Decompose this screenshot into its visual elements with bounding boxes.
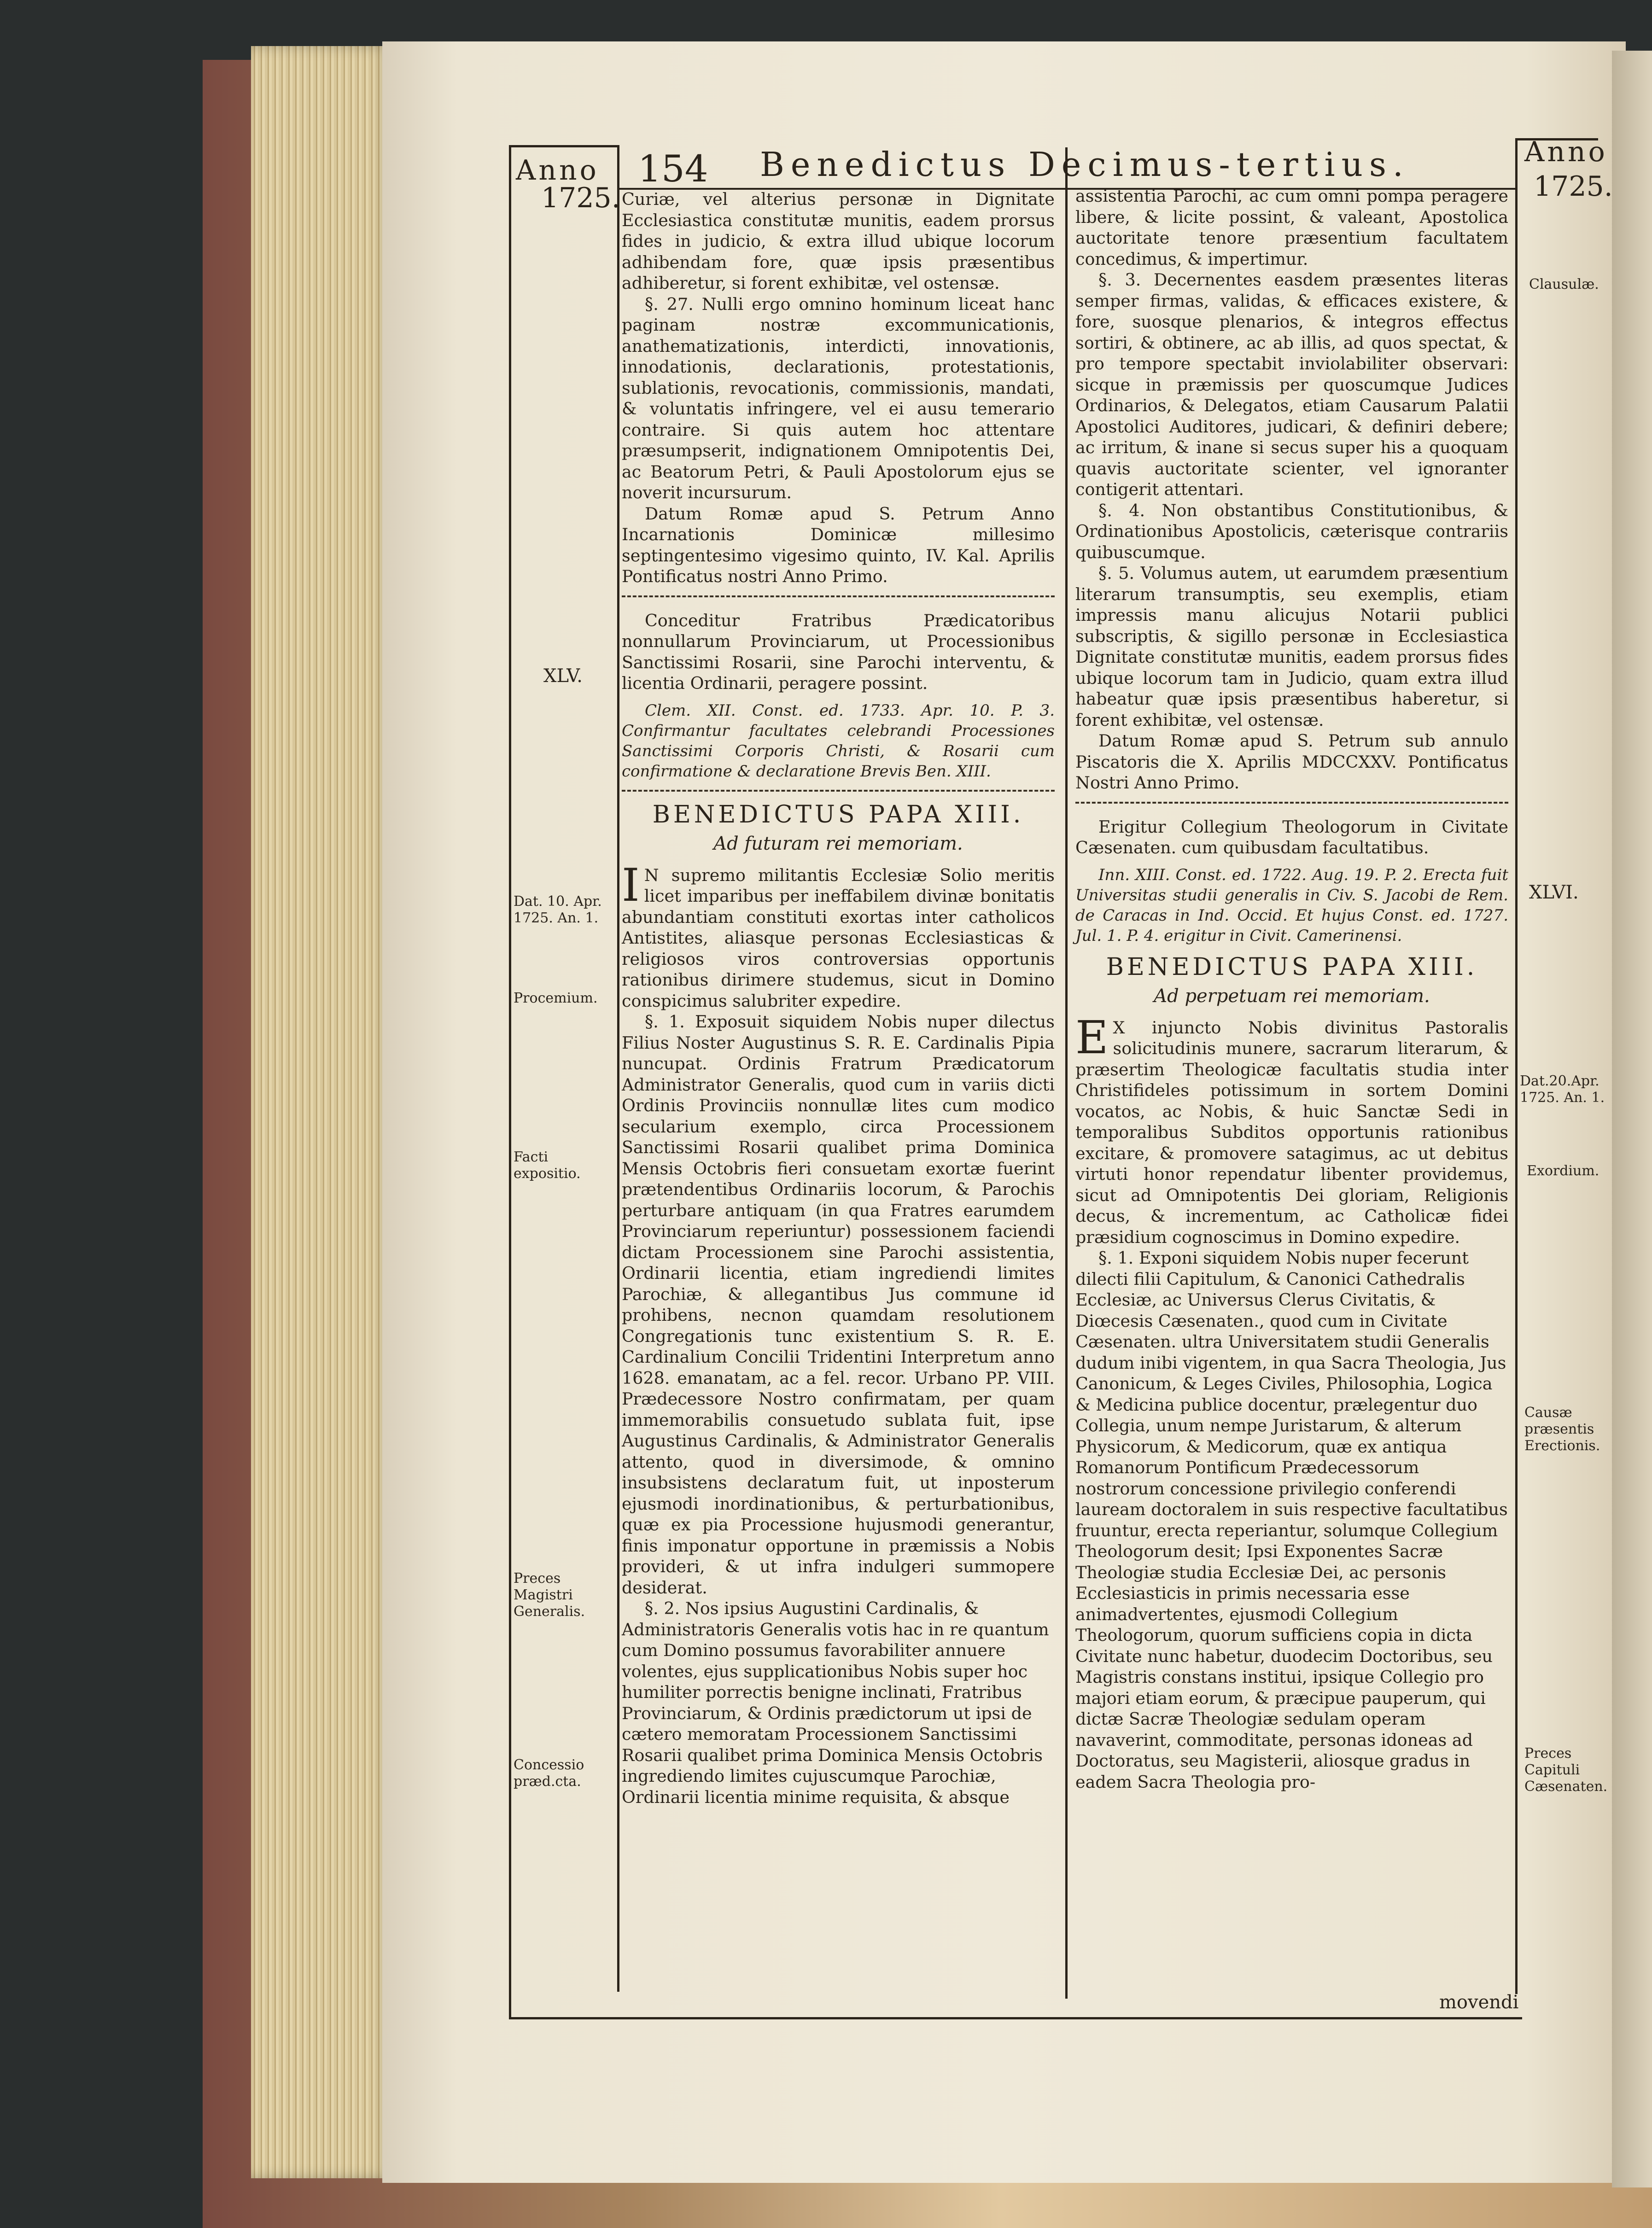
left-section-2: §. 2. Nos ipsius Augustini Cardinalis, & Administratoris Generalis votis hac in re quantum cum Domino possumus favorabiliter annuere volentes, ejus supplicationibus Nobis super hoc humiliter porrectis benigne inclinati, Fratribus Provinciarum, & Ordinis prædictorum ut ipsi de cætero memoratam Processionem Sanctissimi Rosarii qualibet prima Dominica Mensis Octobris ingrediendo limites cujuscumque Parochiæ, Ordinarii licentia minime requisita, & absque (622, 1598, 1049, 1807)
anno-label-left: Anno (516, 154, 599, 187)
frame-top-rule-left (509, 145, 619, 147)
running-title: Benedictus Decimus-tertius. (760, 145, 1410, 184)
margin-procemium: Procemium. (514, 990, 598, 1006)
left-cross-reference-note: Clem. XII. Const. ed. 1733. Apr. 10. P. 3. Confirmantur facultates celebrandi Processiones Sanctissimi Corporis Christi, & Rosarii cum confirmatione & declaratione Brevis Ben. XIII. (622, 701, 1055, 781)
margin-causae-erectionis: Causæ præsentis Erectionis. (1524, 1405, 1600, 1454)
frame-bottom-rule (509, 2017, 1522, 2019)
margin-number-xlvi: XLVI. (1529, 882, 1579, 903)
margin-date-right: Dat.20.Apr. 1725. An. 1. (1520, 1073, 1605, 1106)
right-brief-subtitle: Ad perpetuam rei memoriam. (1154, 986, 1430, 1007)
left-column (622, 189, 1055, 1808)
left-section-27: §. 27. Nulli ergo omnino hominum liceat hanc paginam nostræ excommunicationis, anathematizationis, interdicti, innovationis, innodationis, declarationis, protestationis, sublationis, revocationis, commissionis, mandati, & voluntatis infringere, vel ei ausu temerario contraire. Si quis autem hoc attentare præsumpserit, indignationem Omnipotentis Dei, ac Beatorum Petri, & Pauli Apostolorum ejus se noverit incursurum. (622, 294, 1055, 502)
right-section-4: §. 4. Non obstantibus Constitutionibus, & Ordinationibus Apostolicis, cæterisque contrariis quibuscumque. (1075, 500, 1508, 562)
column-divider-rule (1065, 147, 1068, 1999)
right-section-5: §. 5. Volumus autem, ut earumdem præsentium literarum transumptis, seu exemplis, etiam impressis manu alicujus Notarii publici subscriptis, & sigillo personæ in Ecclesiastica Dignitate constitutæ munitis, eadem prorsus fides ubique locorum tam in Judicio, quam extra illud habeatur quæ ipsis præsentibus haberetur, si forent exhibitæ, vel ostensæ. (1075, 563, 1508, 730)
section-divider (622, 595, 1055, 597)
catchword: movendi (1439, 1992, 1519, 2013)
margin-exordium: Exordium. (1527, 1163, 1599, 1179)
margin-facti-expositio: Facti expositio. (514, 1149, 581, 1182)
right-datum: Datum Romæ apud S. Petrum sub annulo Piscatoris die X. Aprilis MDCCXXV. Pontificatus Nostri Anno Primo. (1075, 731, 1508, 793)
right-summary: Erigitur Collegium Theologorum in Civitate Cæsenaten. cum quibusdam facultatibus. (1075, 817, 1508, 857)
left-summary: Conceditur Fratribus Prædicatoribus nonnullarum Provinciarum, ut Processionibus Sanctissimi Rosarii, sine Parochi interventu, & licentia Ordinarii, peragere possint. (622, 610, 1055, 693)
margin-concessio: Concessio præd.cta. (514, 1757, 584, 1790)
frame-left-rule (509, 145, 511, 2019)
drop-cap-initial: E (1075, 1011, 1109, 1064)
column-right-rule (1515, 138, 1518, 1994)
left-datum: Datum Romæ apud S. Petrum Anno Incarnationis Dominicæ millesimo septingentesimo vigesimo quinto, IV. Kal. Aprilis Pontificatus nostri Anno Primo. (622, 503, 1055, 586)
margin-number-xlv: XLV. (543, 665, 583, 687)
next-page-edge (1612, 51, 1652, 2187)
drop-cap-initial: I (622, 859, 640, 912)
margin-preces-capituli: Preces Capituli Cæsenaten. (1524, 1745, 1608, 1795)
left-brief-title: BENEDICTUS PAPA XIII. (652, 800, 1024, 828)
left-proem-text: N supremo militantis Ecclesiæ Solio meritis licet imparibus per ineffabilem divinæ bonitatis abundantiam constituti exortas inter catholicos Antistites, aliasque personas Ecclesiasticas & religiosos viros controversias opportunis rationibus dirimere studemus, sicut in Domino conspicimus salubriter expedire. (622, 865, 1055, 1011)
left-brief-subtitle: Ad futuram rei memoriam. (713, 833, 963, 854)
right-section-1: §. 1. Exponi siquidem Nobis nuper fecerunt dilecti filii Capitulum, & Canonici Cathedralis Ecclesiæ, ac Universus Clerus Civitatis, & Diœcesis Cæsenaten., quod cum in Civitate Cæsenaten. ultra Universitatem studii Generalis dudum inibi vigentem, in qua Sacra Theologia, Jus Canonicum, & Leges Civiles, Philosophia, Logica & Medicina publice docentur, prælegentur duo Collegia, unum nempe Juristarum, & alterum Physicorum, & Medicorum, quæ ex antiqua Romanorum Pontificum Prædecessorum nostrorum concessione privilegio conferendi lauream doctoralem in suis respective facultatibus fruuntur, erecta reperiantur, solumque Collegium Theologorum desit; Ipsi Exponentes Sacræ Theologiæ studia Ecclesiæ Dei, ac personis Ecclesiasticis in primis necessaria esse animadvertentes, ejusmodi Collegium Theologorum, quorum sufficiens copia in dicta Civitate nunc habetur, duodecim Doctoribus, seu Magistris constans institui, ipsique Collegio pro majori etiam eorum, & præcipue pauperum, qui dictæ Sacræ Theologiæ sedulam operam navaverint, commoditate, personas idoneas ad Doctoratus, seu Magisterii, aliosque gradus in eadem Sacra Theologia pro- (1075, 1248, 1508, 1792)
page-edges (251, 46, 394, 2178)
right-paragraph-1: assistentia Parochi, ac cum omni pompa peragere libere, & licite possint, & valeant, Apostolica auctoritate tenore præsentium facultatem concedimus, & impertimur. (1075, 186, 1508, 269)
margin-preces-magistri: Preces Magistri Generalis. (514, 1570, 585, 1620)
right-cross-reference-note: Inn. XIII. Const. ed. 1722. Aug. 19. P. 2. Erecta fuit Universitas studii generalis in Civ. S. Jacobi de Rem. de Caracas in Ind. Occid. Et hujus Const. ed. 1727. Jul. 1. P. 4. erigitur in Civit. Camerinensi. (1075, 865, 1508, 945)
year-right: 1725. (1534, 170, 1613, 203)
right-column (1075, 186, 1508, 1792)
right-exordium-text: X injuncto Nobis divinitus Pastoralis solicitudinis munere, sacrarum literarum, & præsertim Theologicæ facultatis studia inter Christifideles potissimum in sortem Domini vocatos, ac Nobis, & huic Sanctæ Sedi in temporalibus Subditos opportunis rationibus excitare, & promovere satagimus, ac ut debitus virtuti honor rependatur libenter providemus, sicut ad Omnipotentis Dei gloriam, Religionis decus, & incrementum, ac Catholicæ fidei præsidium cognoscimus in Domino expedire. (1075, 1017, 1508, 1247)
margin-date-left: Dat. 10. Apr. 1725. An. 1. (514, 893, 602, 926)
section-divider (622, 790, 1055, 792)
margin-clausulae: Clausulæ. (1529, 276, 1599, 292)
anno-label-right: Anno (1524, 136, 1608, 168)
column-left-rule (617, 145, 619, 1992)
right-section-3: §. 3. Decernentes easdem præsentes literas semper firmas, validas, & efficaces existere, & fore, suosque plenarios, & integros effectus sortiri, & obtinere, ac ab illis, ad quos spectat, & pro tempore spectabit inviolabiliter observari: sicque in præmissis per quoscumque Judices Ordinarios, & Delegatos, etiam Causarum Palatii Apostolici Auditores, judicari, & definiri debere; ac irritum, & inane si secus super his a quoquam quavis auctoritate scienter, vel ignoranter contigerit attentari. (1075, 270, 1508, 499)
year-left: 1725. (541, 182, 620, 214)
left-paragraph-1: Curiæ, vel alterius personæ in Dignitate Ecclesiastica constitutæ munitis, eadem prorsus fides in judicio, & extra illud ubique locorum adhibendam fore, quæ ipsis præsentibus adhiberetur, si forent exhibitæ, vel ostensæ. (622, 189, 1055, 293)
left-section-1: §. 1. Exposuit siquidem Nobis nuper dilectus Filius Noster Augustinus S. R. E. Cardinalis Pipia nuncupat. Ordinis Fratrum Prædicatorum Administrator Generalis, quod cum in variis dicti Ordinis Provinciis nonnullæ lites cum modico secularium exemplo, circa Processionem Sanctissimi Rosarii qualibet prima Dominica Mensis Octobris fieri consuetam exortæ fuerint prætendentibus Ordinariis locorum, & Parochis perturbare antiquam (in qua Fratres earumdem Provinciarum reperiuntur) possessionem faciendi dictam Processionem sine Parochi assistentia, Ordinarii licentia, etiam ingrediendi limites Parochiæ, & allegantibus Jus commune id prohibens, necnon quamdam resolutionem Congregationis tunc existentium S. R. E. Cardinalium Concilii Tridentini Interpretum anno 1628. emanatam, ac a fel. recor. Urbano PP. VIII. Prædecessore Nostro confirmatam, per quam immemorabilis consuetudo sublata fuit, ipse Augustinus Cardinalis, & Administrator Generalis attento, quod in diversimode, & omnino insubsistens declaratum fuit, ut inposterum ejusmodi inordinationibus, & perturbationibus, quæ ex pia Processione hujusmodi generantur, finis imponatur opportune in præmissis a Nobis provideri, & ut infra indulgeri summopere desiderat. (622, 1012, 1055, 1598)
page-number: 154 (638, 147, 708, 190)
right-brief-title: BENEDICTUS PAPA XIII. (1106, 953, 1478, 981)
section-divider (1075, 802, 1508, 804)
